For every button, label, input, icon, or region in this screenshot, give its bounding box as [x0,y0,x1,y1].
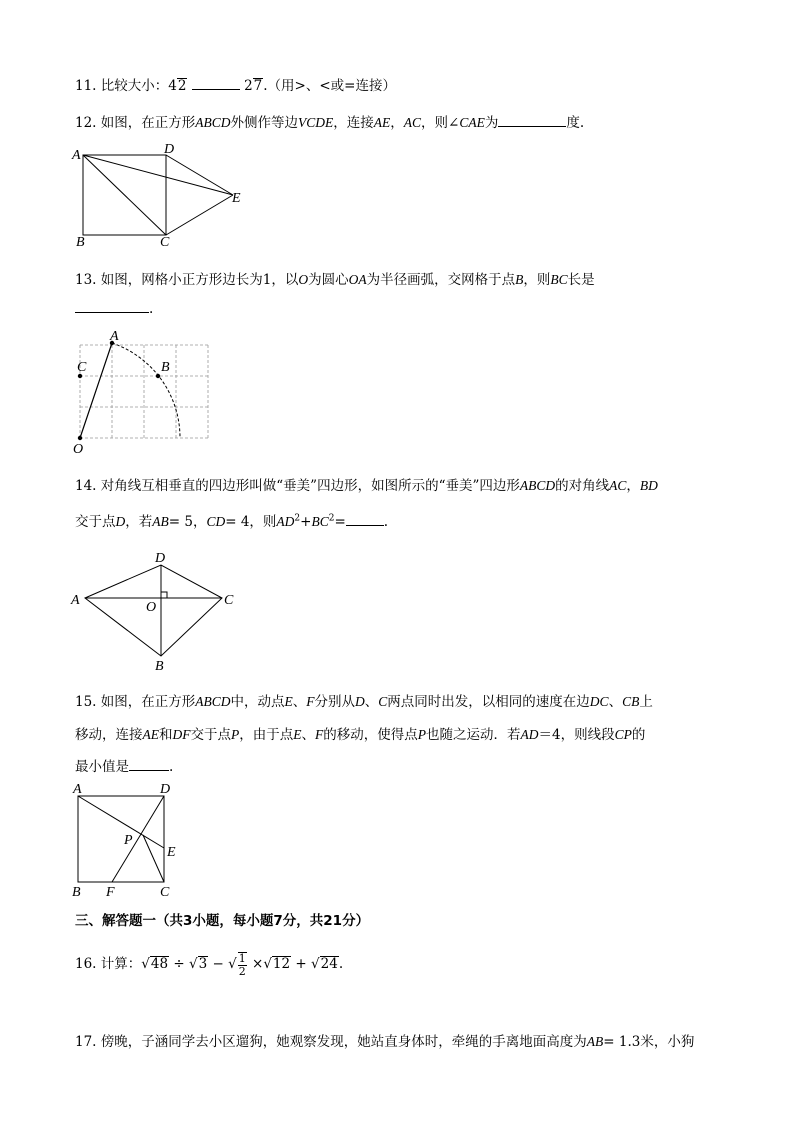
fig15-label-B: B [72,885,81,900]
fig14-label-D: D [155,551,166,566]
question-17: 17. 傍晚，子涵同学去小区遛狗，她观察发现，她站直身体时，牵绳的手离地面高度为AB= 1.3米，小狗 [75,1034,695,1050]
section-heading: 三、解答题一（共3小题，每小题7分，共21分） [75,913,370,929]
question-13: 13. 如图，网格小正方形边长为1，以O为圆心OA为半径画弧，交网格于点B，则BC长是 [75,272,595,288]
question-11: 11. 比较大小：42 27.（用>、<或=连接） [75,78,396,94]
fig15-label-A: A [73,782,82,797]
question-12: 12. 如图，在正方形ABCD外侧作等边VCDE，连接AE，AC，则∠CAE为 度. [75,115,585,131]
question-16: 16. 计算：√48 ÷ √3 − √ $\frac{1}{2}$ ×√12 + √24. [75,952,344,978]
fig15-label-D: D [160,782,171,797]
fig13-label-C: C [77,360,87,375]
fig13-label-O: O [73,442,84,457]
fig14-label-B: B [155,659,164,674]
fig12-label-C: C [160,235,170,250]
question-number: 13. [75,272,97,288]
fig13-label-B: B [161,360,170,375]
fraction: $\frac{1}{2}$ [238,952,246,978]
fig12-label-A: A [72,148,81,163]
fig15-label-E: E [167,845,176,860]
question-15: 15. 如图，在正方形ABCD中，动点E、F分别从D、C两点同时出发，以相同的速度在边DC、CB上 [75,694,653,710]
question-number: 14. [75,478,97,494]
fig12-label-B: B [76,235,85,250]
fig15-label-P: P [124,833,133,848]
fig14-label-C: C [224,593,234,608]
fig14-label-O: O [146,600,157,615]
sqrt-expression: 2 [177,78,187,94]
question-number: 17. [75,1034,97,1050]
question-number: 15. [75,694,97,710]
question-14: 14. 对角线互相垂直的四边形叫做“垂美”四边形，如图所示的“垂美”四边形ABCD的对角线AC，BD [75,478,658,494]
question-number: 16. [75,956,97,973]
question-number: 11. [75,78,97,94]
fig12-label-D: D [164,142,175,157]
fig12-label-E: E [232,191,241,206]
question-number: 12. [75,115,97,131]
fig13-label-A: A [110,329,119,344]
fig15-label-F: F [106,885,115,900]
fig15-label-C: C [160,885,170,900]
sqrt-expression: 7 [253,78,263,94]
fig14-label-A: A [71,593,80,608]
